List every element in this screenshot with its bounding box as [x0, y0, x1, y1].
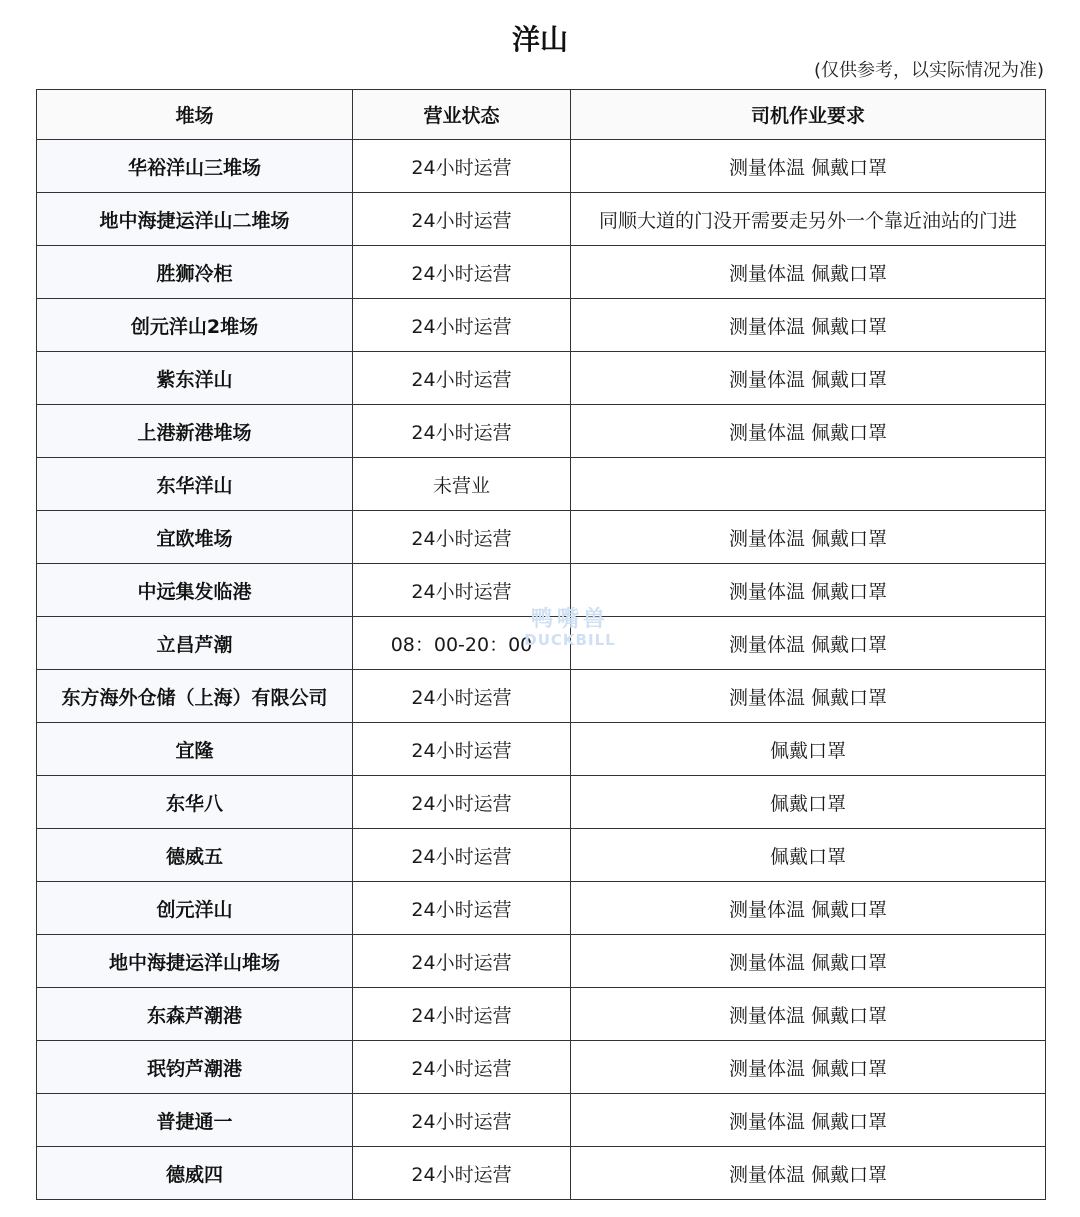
requirement-cell: 测量体温 佩戴口罩: [571, 564, 1046, 617]
yard-cell: 宜欧堆场: [37, 511, 353, 564]
table-row: [37, 246, 1046, 299]
table-body: [37, 140, 1046, 1200]
yard-cell: 东森芦潮港: [37, 988, 353, 1041]
status-cell: 24小时运营: [353, 511, 571, 564]
status-cell: 24小时运营: [353, 352, 571, 405]
yard-cell: 东华洋山: [37, 458, 353, 511]
table-row: [37, 140, 1046, 193]
requirement-cell: 同顺大道的门没开需要走另外一个靠近油站的门进: [571, 193, 1046, 246]
status-cell: 24小时运营: [353, 882, 571, 935]
requirement-cell: 测量体温 佩戴口罩: [571, 1094, 1046, 1147]
status-cell: 24小时运营: [353, 1041, 571, 1094]
requirement-cell: 测量体温 佩戴口罩: [571, 299, 1046, 352]
yard-cell: 德威五: [37, 829, 353, 882]
requirement-cell: 测量体温 佩戴口罩: [571, 140, 1046, 193]
table-row: [37, 882, 1046, 935]
requirement-cell: 测量体温 佩戴口罩: [571, 882, 1046, 935]
yard-cell: 胜狮冷柜: [37, 246, 353, 299]
watermark-cn: 鸭嘴兽: [530, 607, 609, 632]
status-cell: 24小时运营: [353, 299, 571, 352]
table-row: [37, 723, 1046, 776]
status-cell: 24小时运营: [353, 405, 571, 458]
yard-cell: 东方海外仓储（上海）有限公司: [37, 670, 353, 723]
requirement-cell: 测量体温 佩戴口罩: [571, 670, 1046, 723]
table-row: [37, 458, 1046, 511]
yard-cell: 宜隆: [37, 723, 353, 776]
table-row: [37, 1041, 1046, 1094]
status-cell: 24小时运营: [353, 935, 571, 988]
status-cell: 24小时运营: [353, 193, 571, 246]
requirement-cell: 测量体温 佩戴口罩: [571, 1147, 1046, 1200]
table-row: [37, 405, 1046, 458]
requirement-cell: 测量体温 佩戴口罩: [571, 935, 1046, 988]
yard-cell: 普捷通一: [37, 1094, 353, 1147]
disclaimer-note: (仅供参考，以实际情况为准): [813, 60, 1044, 81]
requirement-cell: 测量体温 佩戴口罩: [571, 405, 1046, 458]
table-header: [37, 90, 1046, 140]
header-row: [37, 90, 1046, 140]
header-status: 营业状态: [353, 90, 571, 140]
status-cell: 24小时运营: [353, 1147, 571, 1200]
requirement-cell: 测量体温 佩戴口罩: [571, 617, 1046, 670]
table-row: [37, 988, 1046, 1041]
table-row: [37, 299, 1046, 352]
status-cell: 24小时运营: [353, 140, 571, 193]
table-row: [37, 564, 1046, 617]
yard-cell: 东华八: [37, 776, 353, 829]
status-cell: 24小时运营: [353, 1094, 571, 1147]
status-cell: 08：00-20：00: [353, 617, 571, 670]
table-row: [37, 1094, 1046, 1147]
yard-cell: 上港新港堆场: [37, 405, 353, 458]
requirement-cell: 测量体温 佩戴口罩: [571, 1041, 1046, 1094]
status-cell: 24小时运营: [353, 988, 571, 1041]
table-row: [37, 352, 1046, 405]
status-cell: 24小时运营: [353, 670, 571, 723]
yard-cell: 德威四: [37, 1147, 353, 1200]
page-title: 洋山: [511, 23, 568, 56]
status-cell: 24小时运营: [353, 829, 571, 882]
watermark-en: DUCKBILL: [524, 631, 616, 649]
table-row: [37, 935, 1046, 988]
yard-cell: 紫东洋山: [37, 352, 353, 405]
requirement-cell: 佩戴口罩: [571, 829, 1046, 882]
status-cell: 24小时运营: [353, 246, 571, 299]
header-yard: 堆场: [37, 90, 353, 140]
status-cell: 未营业: [353, 458, 571, 511]
yard-cell: 华裕洋山三堆场: [37, 140, 353, 193]
requirement-cell: 佩戴口罩: [571, 776, 1046, 829]
requirement-cell: 测量体温 佩戴口罩: [571, 246, 1046, 299]
table-row: [37, 1147, 1046, 1200]
yard-cell: 中远集发临港: [37, 564, 353, 617]
table-row: [37, 776, 1046, 829]
table-row: [37, 617, 1046, 670]
yard-cell: 创元洋山2堆场: [37, 299, 353, 352]
table-row: [37, 193, 1046, 246]
status-cell: 24小时运营: [353, 564, 571, 617]
yard-cell: 地中海捷运洋山堆场: [37, 935, 353, 988]
yard-cell: 创元洋山: [37, 882, 353, 935]
status-cell: 24小时运营: [353, 723, 571, 776]
table-row: [37, 829, 1046, 882]
requirement-cell: [571, 458, 1046, 511]
yard-status-table: [36, 89, 1046, 1200]
requirement-cell: 测量体温 佩戴口罩: [571, 511, 1046, 564]
requirement-cell: 测量体温 佩戴口罩: [571, 988, 1046, 1041]
status-cell: 24小时运营: [353, 776, 571, 829]
yard-cell: 地中海捷运洋山二堆场: [37, 193, 353, 246]
requirement-cell: 佩戴口罩: [571, 723, 1046, 776]
header-requirement: 司机作业要求: [571, 90, 1046, 140]
requirement-cell: 测量体温 佩戴口罩: [571, 352, 1046, 405]
yard-cell: 珉钧芦潮港: [37, 1041, 353, 1094]
table-row: [37, 670, 1046, 723]
table-row: [37, 511, 1046, 564]
yard-cell: 立昌芦潮: [37, 617, 353, 670]
